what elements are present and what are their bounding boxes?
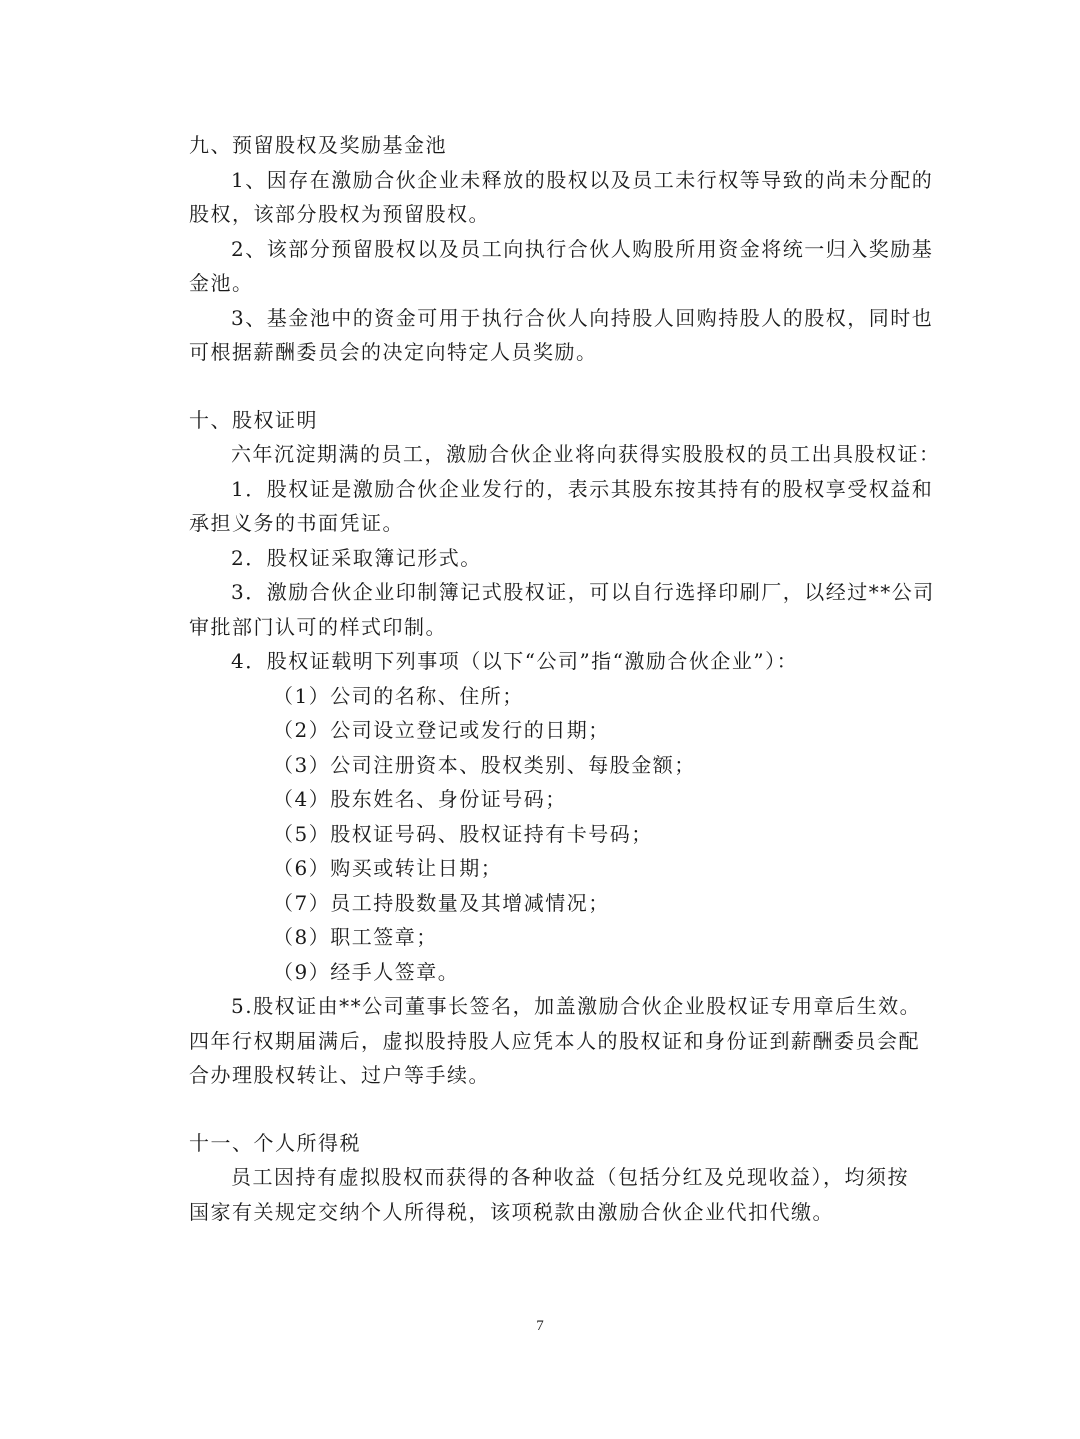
section-heading-11: 十一、个人所得税	[189, 1130, 361, 1155]
sub-list-item: （7）员工持股数量及其增减情况；	[273, 890, 610, 915]
sub-list-item: （6）购买或转让日期；	[273, 856, 503, 880]
sub-list-item: （3）公司注册资本、股权类别、每股金额；	[273, 752, 696, 777]
document-body	[189, 128, 941, 1229]
section-heading-9: 九、预留股权及奖励基金池	[189, 133, 447, 157]
section-spacer	[189, 1093, 893, 1126]
section-spacer	[189, 370, 893, 403]
paragraph-line: 金池。	[189, 271, 254, 295]
paragraph-line: 国家有关规定交纳个人所得税，该项税款由激励合伙企业代扣代缴。	[189, 1199, 834, 1224]
list-item-line: 5.股权证由**公司董事长签名，加盖激励合伙企业股权证专用章后生效。	[231, 994, 922, 1018]
paragraph-line: 员工因持有虚拟股权而获得的各种收益（包括分红及兑现收益），均须按	[231, 1165, 909, 1189]
sub-list-item: （4）股东姓名、身份证号码；	[273, 787, 567, 811]
sub-list-item: （1）公司的名称、住所；	[273, 683, 524, 708]
list-item-line: 3．激励合伙企业印制簿记式股权证，可以自行选择印刷厂，以经过**公司	[231, 580, 935, 604]
sub-list-item: （8）职工签章；	[273, 925, 438, 949]
section-heading-10: 十、股权证明	[189, 407, 318, 432]
paragraph-line: 1、因存在激励合伙企业未释放的股权以及员工未行权等导致的尚未分配的	[231, 167, 934, 192]
paragraph-line: 2、该部分预留股权以及员工向执行合伙人购股所用资金将统一归入奖励基	[231, 236, 934, 261]
list-item-line: 1．股权证是激励合伙企业发行的，表示其股东按其持有的股权享受权益和	[231, 476, 934, 501]
list-item-line: 4．股权证载明下列事项（以下“公司”指“激励合伙企业”）：	[231, 649, 799, 673]
sub-list-item: （2）公司设立登记或发行的日期；	[273, 718, 610, 742]
list-item-line: 承担义务的书面凭证。	[189, 511, 404, 535]
list-item-line: 四年行权期届满后，虚拟股持股人应凭本人的股权证和身份证到薪酬委员会配	[189, 1028, 920, 1053]
list-item-line: 2．股权证采取簿记形式。	[231, 545, 482, 570]
paragraph-line: 可根据薪酬委员会的决定向特定人员奖励。	[189, 340, 598, 364]
paragraph-line: 3、基金池中的资金可用于执行合伙人向持股人回购持股人的股权，同时也	[231, 305, 934, 330]
paragraph-line: 股权，该部分股权为预留股权。	[189, 202, 490, 226]
list-item-line: 合办理股权转让、过户等手续。	[189, 1063, 490, 1087]
paragraph-line: 六年沉淀期满的员工，激励合伙企业将向获得实股股权的员工出具股权证：	[231, 442, 941, 466]
page-number: 7	[536, 1318, 544, 1334]
list-item-line: 审批部门认可的样式印制。	[189, 614, 447, 639]
sub-list-item: （5）股权证号码、股权证持有卡号码；	[273, 821, 653, 846]
sub-list-item: （9）经手人签章。	[273, 959, 460, 984]
